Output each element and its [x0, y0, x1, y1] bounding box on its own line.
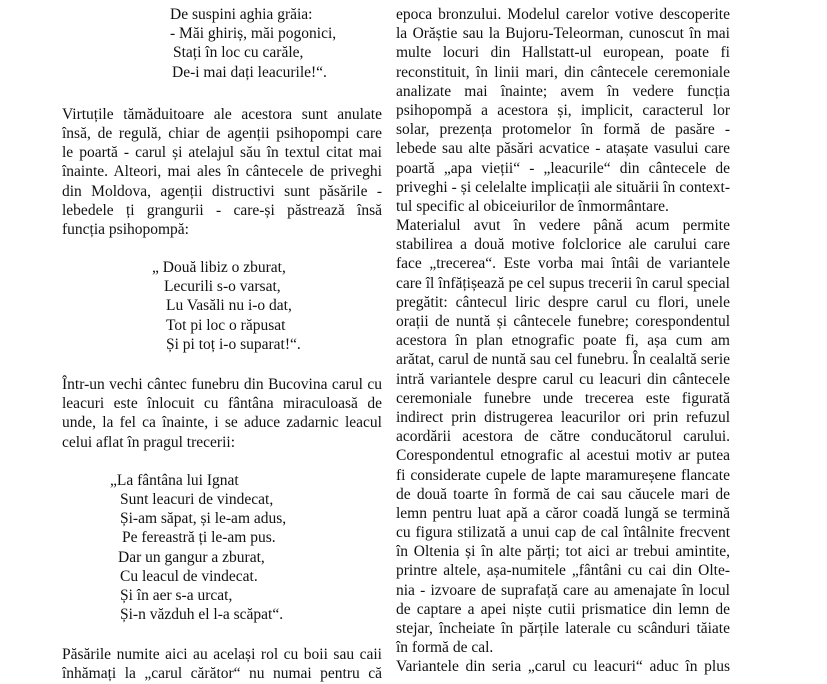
text-line: Păsările numite aici au același rol cu boii sau caii — [62, 646, 382, 664]
text-line: lemn pentru luat apă a căror coadă lungă se termină — [396, 504, 730, 522]
verse-line: Sunt leacuri de vindecat, — [120, 490, 274, 508]
text-line: Variantele din seria „carul cu leacuri“ aduc în plus — [396, 658, 730, 676]
text-line: Materialul avut în vedere până acum permite — [396, 217, 730, 235]
text-line: printre altele, așa-numitele „fântâni cu cai din Olte- — [396, 562, 730, 580]
text-line: înainte. Alteori, mai ales în cântecele de priveghi — [62, 163, 382, 181]
text-line: de două toarte în formă de cai sau căucele mari de — [396, 485, 730, 503]
text-line: acestora în plan etnografic poate fi, așa cum am — [396, 332, 730, 350]
text-line: de captare a apei niște cutii prismatice din lemn de — [396, 600, 730, 618]
verse-line: De suspini aghia grăia: — [170, 6, 313, 23]
verse-line: Și în aer s-a urcat, — [120, 586, 233, 604]
text-line: acordării acestora de către conducătorul carului. — [396, 428, 730, 446]
verse-line: Și-n văzduh el l-a scăpat“. — [120, 606, 284, 624]
paragraph-gap — [62, 452, 382, 471]
verse-line: Stați în loc cu carăle, — [173, 44, 304, 62]
text-line: în Oltenia și în alte părți; tot aici ar trebui amintite, — [396, 543, 730, 561]
paragraph-gap — [62, 354, 382, 375]
verse-line: Și-am săpat, și le-am adus, — [120, 510, 287, 528]
text-line: cu figura stilizată a unui cap de cal întâlnite frecvent — [396, 524, 730, 542]
text-line: orații de nuntă și cântecele funebre; corespondentul — [396, 313, 730, 330]
text-line: leacuri este înlocuit cu fântâna miraculoasă de — [62, 395, 382, 413]
text-line: le poartă - carul și atelajul său în textul citat mai — [62, 144, 382, 162]
text-line: din Moldova, agenții distructivi sunt păsările - — [62, 182, 382, 200]
left-column — [62, 5, 382, 684]
text-line: Într-un vechi cântec funebru din Bucovina carul cu — [62, 376, 382, 393]
text-line: fi considerate cupele de lapte maramureșene flancate — [396, 466, 730, 484]
text-line: psihopompă a acestora și, implicit, caracterul lor — [396, 101, 730, 119]
text-line: funcția psihopompă: — [62, 220, 189, 238]
text-line: înhămați la „carul cărător“ nu numai pentru că — [62, 665, 382, 683]
verse-line: De-i mai dați leacurile!“. — [172, 63, 327, 81]
text-line: indirect prin distrugerea leacurilor ori prin refuzul — [396, 408, 730, 426]
text-line: Corespondentul etnografic al acestui motiv ar putea — [396, 447, 730, 465]
text-line: lebedele ți grangurii - care-și păstrează însă — [62, 201, 382, 219]
text-line: unde, la fel ca înainte, i se aduce zadarnic leacul — [62, 414, 382, 432]
verse-line: „La fântâna lui Ignat — [110, 471, 239, 489]
text-line: celui aflat în pragul trecerii: — [62, 433, 235, 451]
text-line: tul specific al obiceiurilor de înmormântare. — [396, 197, 669, 215]
text-line: care îl înfățișează pe cel supus trecerii în carul special — [396, 274, 730, 292]
text-line: la Orăștie sau la Bujoru-Teleorman, cunoscut în mai — [396, 25, 730, 43]
text-line: poartă „apa vieții“ - „leacurile“ din cântecele de — [396, 159, 730, 177]
text-line: nia - izvoare de suprafață care au amenajate în locul — [396, 581, 730, 599]
text-line: analizate mai înainte; avem în vedere funcția — [396, 82, 730, 100]
text-line: ceremoniale funebre unde trecerea este figurată — [396, 389, 730, 407]
paragraph-gap — [62, 624, 382, 645]
text-line: pregătit: cântecul liric despre carul cu flori, unele — [396, 293, 730, 311]
text-line: face „trecerea“. Este vorba mai întâi de variantele — [396, 255, 730, 273]
text-line: intră variantele despre carul cu leacuri din cântecele — [396, 370, 730, 388]
right-column — [396, 5, 730, 677]
text-line: Virtuțile tămăduitoare ale acestora sunt anulate — [62, 105, 382, 123]
verse-line: „ Două libiz o zburat, — [152, 259, 286, 277]
text-line: stejar, încheiate în părțile laterale cu scânduri tăiate — [396, 620, 730, 637]
text-line: multe locuri din Hallstatt-ul european, poate fi — [396, 44, 730, 62]
verse-line: Lecurili s-o varsat, — [164, 278, 281, 296]
paragraph-gap — [62, 239, 382, 258]
text-line: epoca bronzului. Modelul carelor votive descoperite — [396, 6, 730, 23]
paragraph-gap — [62, 82, 382, 105]
verse-line: Și pi toț i-o suparat!“. — [166, 335, 301, 353]
text-line: în formă de cal. — [396, 639, 494, 657]
verse-line: Dar un gangur a zburat, — [118, 548, 265, 566]
text-line: priveghi - și celelalte implicații ale situării în context- — [396, 178, 730, 196]
text-line: solar, prezența protomelor în formă de pasăre - — [396, 121, 730, 139]
text-line: însă, de regulă, chiar de agenții psihopompi care — [62, 124, 382, 142]
text-line: arătat, carul de nuntă sau cel funebru. În cealaltă serie — [396, 351, 730, 369]
verse-line: Pe fereastră ți le-am pus. — [122, 529, 276, 547]
verse-line: Cu leacul de vindecat. — [120, 567, 258, 585]
verse-line: - Măi ghiriș, măi pogonici, — [170, 25, 337, 43]
text-line: reconstituit, în linii mari, din cântecele ceremoniale — [396, 63, 730, 81]
text-line: stabilirea a două motive folclorice ale carului care — [396, 236, 730, 254]
text-line: lebede sau alte păsări acvatice - atașate vasului care — [396, 140, 730, 158]
verse-line: Lu Vasăli nu i-o dat, — [166, 297, 292, 315]
verse-line: Tot pi loc o răpusat — [166, 316, 286, 334]
